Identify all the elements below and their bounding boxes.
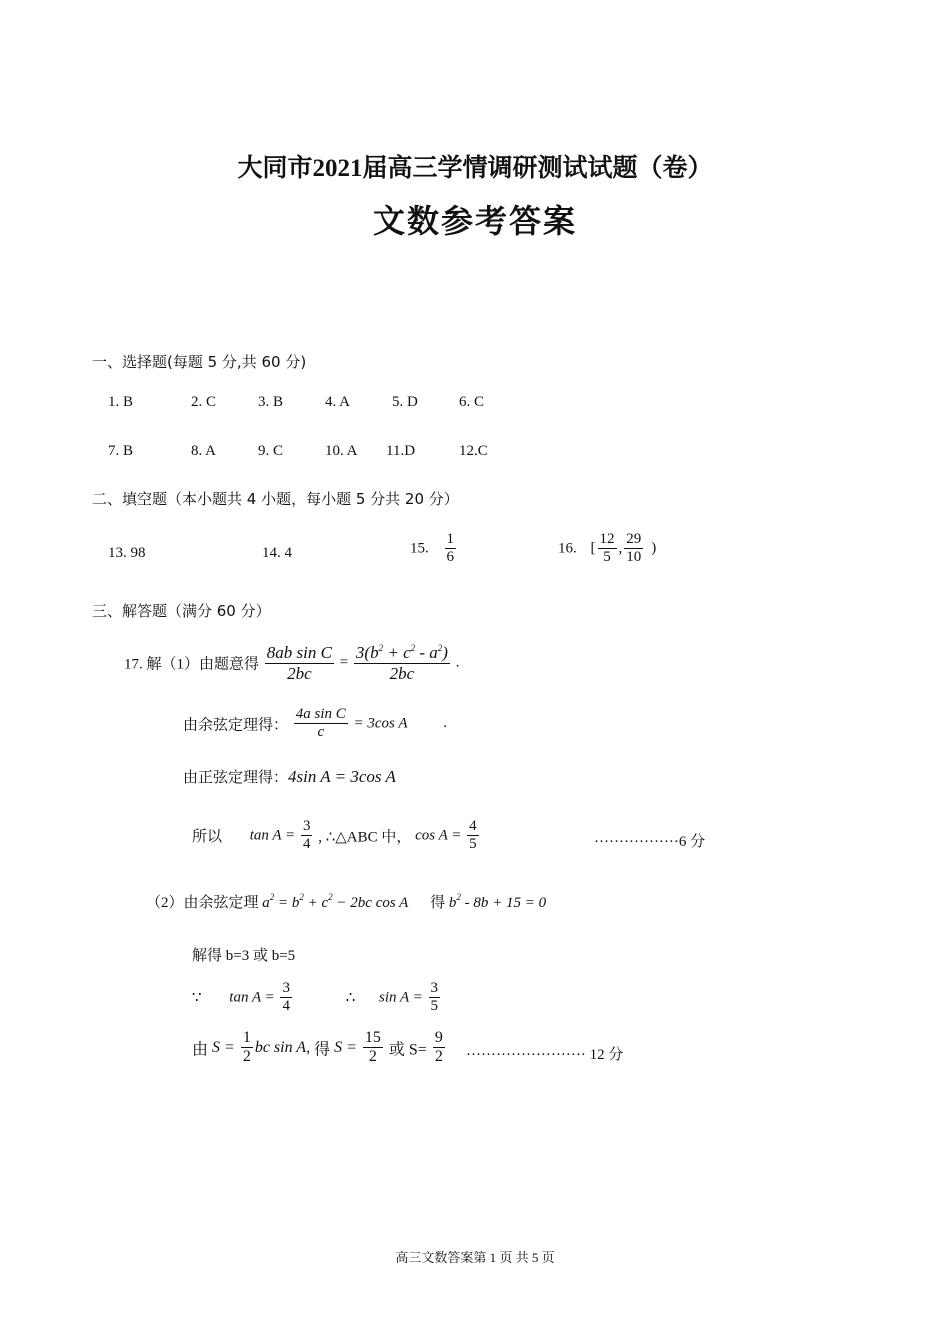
final-get: 得	[314, 1041, 331, 1059]
quadratic-eq: $b^2 - 8b + 15 = 0$	[448, 892, 547, 911]
answer-3: 3. B	[258, 394, 284, 410]
part2-get: 得	[430, 895, 446, 911]
q16-d2: 10	[626, 549, 642, 566]
answer-5: 5. D	[392, 394, 418, 410]
answer-4: 4. A	[325, 394, 351, 410]
p17-lhs-num: 8ab sin C	[266, 643, 332, 662]
document-title: 大同市2021届高三学情调研测试试题（卷）	[237, 155, 713, 182]
page-footer: 高三文数答案第 1 页 共 5 页	[395, 1250, 555, 1265]
q16-n1: 12	[598, 531, 617, 549]
because-num: 3	[280, 980, 292, 998]
score-12: ························ 12 分	[466, 1047, 624, 1063]
final-expr: bc sin A,	[254, 1038, 311, 1056]
line4-mid: , ∴△ABC 中，	[318, 829, 412, 846]
p17-intro: 17. 解（1）由题意得	[124, 656, 260, 673]
line3-expr: 4sin A = 3cos A	[288, 767, 396, 786]
sine-law-text: 由正弦定理得：	[183, 770, 289, 786]
q15-label: 15.	[410, 540, 429, 557]
section2-heading: 二、填空题（本小题共 4 小题，每小题 5 分共 20 分）	[92, 490, 459, 508]
because-den: 4	[282, 998, 290, 1015]
answer-10: 10. A	[325, 443, 358, 459]
q16-frac2	[624, 531, 643, 567]
because-fraction	[280, 980, 292, 1016]
answer-9: 9. C	[258, 443, 284, 459]
because-tan: tan A =	[229, 989, 275, 1006]
p17-rhs-den: 2bc	[389, 663, 415, 683]
problem17-line3	[183, 766, 396, 787]
line4-frac2	[467, 818, 479, 854]
line4-num2: 4	[467, 818, 479, 836]
because-symbol: ∵	[192, 990, 202, 1007]
q16-d1: 5	[603, 549, 611, 566]
line4-tan: tan A =	[249, 827, 296, 844]
final-half-num: 1	[241, 1029, 253, 1048]
p17-rhs-num: $3(b^2 + c^2 - a^2)$	[355, 643, 448, 662]
answer-6: 6. C	[459, 394, 485, 410]
final-half-den: 2	[242, 1048, 251, 1066]
final-frac1	[363, 1029, 383, 1067]
solve-line: 解得 b=3 或 b=5	[192, 948, 296, 964]
part2-line	[146, 891, 546, 912]
line4-den2: 5	[469, 836, 477, 853]
fill-answer-13: 13. 98	[108, 545, 146, 561]
because-line	[192, 980, 442, 1016]
q16-comma: ,	[618, 540, 623, 557]
answer-12: 12.C	[459, 443, 488, 459]
therefore-symbol: ∴	[345, 990, 356, 1007]
final-line	[192, 1029, 447, 1067]
final-frac2	[433, 1029, 445, 1067]
therefore-num: 3	[429, 980, 441, 998]
line4-den1: 4	[302, 836, 311, 853]
problem17-line1	[124, 643, 459, 683]
q15-den: 6	[446, 549, 454, 566]
line4-cos: cos A =	[415, 827, 462, 844]
final-s2: S =	[334, 1038, 357, 1056]
p17-lhs-den: 2bc	[287, 663, 312, 683]
p17-equals: =	[339, 654, 349, 671]
q15-fraction	[445, 531, 457, 567]
q15-num: 1	[445, 531, 457, 549]
section3-heading: 三、解答题（满分 60 分）	[92, 602, 271, 620]
therefore-sin: sin A =	[379, 989, 423, 1006]
final-pre: 由	[192, 1041, 209, 1059]
cosine-formula: $a^2 = b^2 + c^2 - 2bc$ cos A	[262, 892, 409, 911]
final-s: S =	[212, 1038, 235, 1056]
line2-num: 4a sin C	[294, 706, 348, 724]
line2-den: c	[317, 724, 325, 741]
p17-lhs-fraction	[265, 643, 334, 683]
final-num2: 9	[433, 1029, 445, 1048]
q16-n2: 29	[624, 531, 643, 549]
p17-period: .	[455, 654, 460, 671]
q16-frac1	[598, 531, 617, 567]
therefore-den: 5	[430, 998, 439, 1015]
line2-fraction	[294, 706, 348, 742]
answer-1: 1. B	[108, 394, 134, 410]
answer-11: 11.D	[386, 443, 416, 459]
q16-close: )	[651, 540, 657, 557]
final-num1: 15	[363, 1029, 383, 1048]
answer-8: 8. A	[191, 443, 217, 459]
q16-open: [	[590, 540, 596, 557]
line4-num1: 3	[301, 818, 313, 836]
p17-rhs-fraction	[354, 643, 450, 683]
fill-answer-14: 14. 4	[262, 545, 292, 561]
part2-text: （2）由余弦定理	[146, 895, 259, 911]
fill-answer-16	[558, 531, 656, 567]
line4-text: 所以	[192, 829, 223, 846]
line2-rhs: = 3cos A	[353, 715, 408, 732]
section1-heading: 一、选择题(每题 5 分,共 60 分)	[92, 353, 307, 371]
cosine-law-text: 由余弦定理得：	[183, 717, 289, 734]
answer-7: 7. B	[108, 443, 134, 459]
line2-period: .	[443, 715, 448, 732]
answer-2: 2. C	[191, 394, 217, 410]
final-half	[241, 1029, 253, 1067]
final-or: 或 S=	[388, 1041, 427, 1059]
q16-label: 16.	[558, 540, 577, 557]
document-subtitle: 文数参考答案	[372, 203, 577, 239]
final-den1: 2	[368, 1048, 377, 1066]
problem17-line2	[183, 706, 447, 742]
problem17-line4	[192, 818, 481, 854]
score-6: ·················6 分	[594, 834, 706, 850]
final-den2: 2	[434, 1048, 443, 1066]
line4-frac1	[301, 818, 313, 854]
fill-answer-15	[410, 531, 458, 567]
therefore-fraction	[429, 980, 441, 1016]
